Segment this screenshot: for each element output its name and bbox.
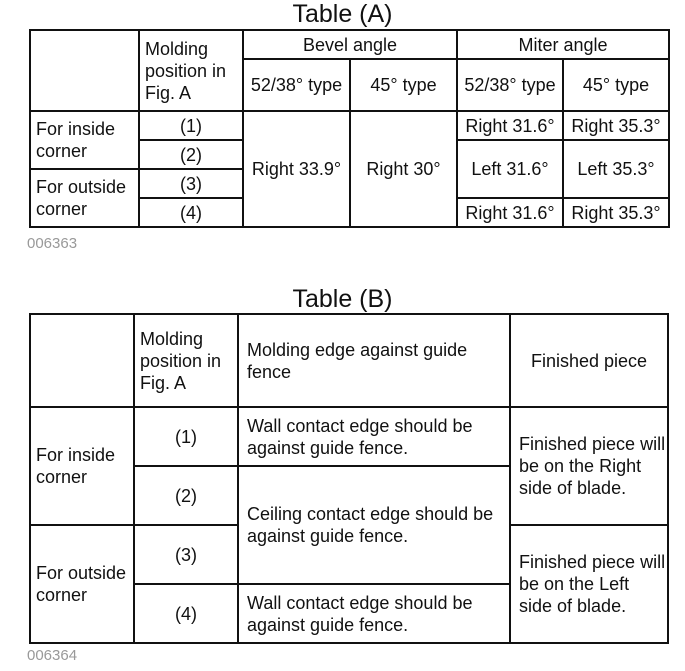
inside-corner-label: For inside corner	[30, 111, 139, 169]
miter-45-value: Right 35.3°	[563, 111, 669, 140]
position-cell: (4)	[134, 584, 238, 643]
miter-5238-value: Right 31.6°	[457, 198, 563, 227]
finished-piece-left: Finished piece will be on the Left side of blade.	[510, 525, 668, 643]
empty-header-cell	[30, 30, 139, 111]
finished-piece-right: Finished piece will be on the Right side of blade.	[510, 407, 668, 525]
edge-instruction: Ceiling contact edge should be against guide fence.	[238, 466, 510, 584]
position-cell: (2)	[139, 140, 243, 169]
bevel-5238-value: Right 33.9°	[243, 111, 350, 227]
bevel-45-type-header: 45° type	[350, 59, 457, 111]
position-cell: (1)	[139, 111, 243, 140]
table-b-figure-code: 006364	[27, 647, 78, 664]
position-cell: (3)	[139, 169, 243, 198]
inside-corner-label: For inside corner	[30, 407, 134, 525]
miter-5238-value: Left 31.6°	[457, 140, 563, 198]
edge-instruction: Wall contact edge should be against guide fence.	[238, 407, 510, 466]
position-cell: (4)	[139, 198, 243, 227]
table-a-figure-code: 006363	[27, 235, 78, 252]
empty-header-cell	[30, 314, 134, 407]
bevel-45-value: Right 30°	[350, 111, 457, 227]
molding-position-header: Molding position in Fig. A	[134, 314, 238, 407]
molding-edge-header: Molding edge against guide fence	[238, 314, 510, 407]
outside-corner-label: For outside corner	[30, 525, 134, 643]
bevel-5238-type-header: 52/38° type	[243, 59, 350, 111]
molding-position-header: Molding position in Fig. A	[139, 30, 243, 111]
table-a	[29, 29, 670, 228]
bevel-angle-header: Bevel angle	[243, 30, 457, 59]
miter-5238-value: Right 31.6°	[457, 111, 563, 140]
miter-5238-type-header: 52/38° type	[457, 59, 563, 111]
outside-corner-label: For outside corner	[30, 169, 139, 227]
table-b-title: Table (B)	[292, 285, 393, 313]
position-cell: (1)	[134, 407, 238, 466]
miter-45-value: Right 35.3°	[563, 198, 669, 227]
edge-instruction: Wall contact edge should be against guide fence.	[238, 584, 510, 643]
miter-angle-header: Miter angle	[457, 30, 669, 59]
miter-45-value: Left 35.3°	[563, 140, 669, 198]
miter-45-type-header: 45° type	[563, 59, 669, 111]
position-cell: (2)	[134, 466, 238, 525]
position-cell: (3)	[134, 525, 238, 584]
finished-piece-header: Finished piece	[510, 314, 668, 407]
table-b	[29, 313, 669, 644]
table-a-title: Table (A)	[292, 0, 393, 28]
